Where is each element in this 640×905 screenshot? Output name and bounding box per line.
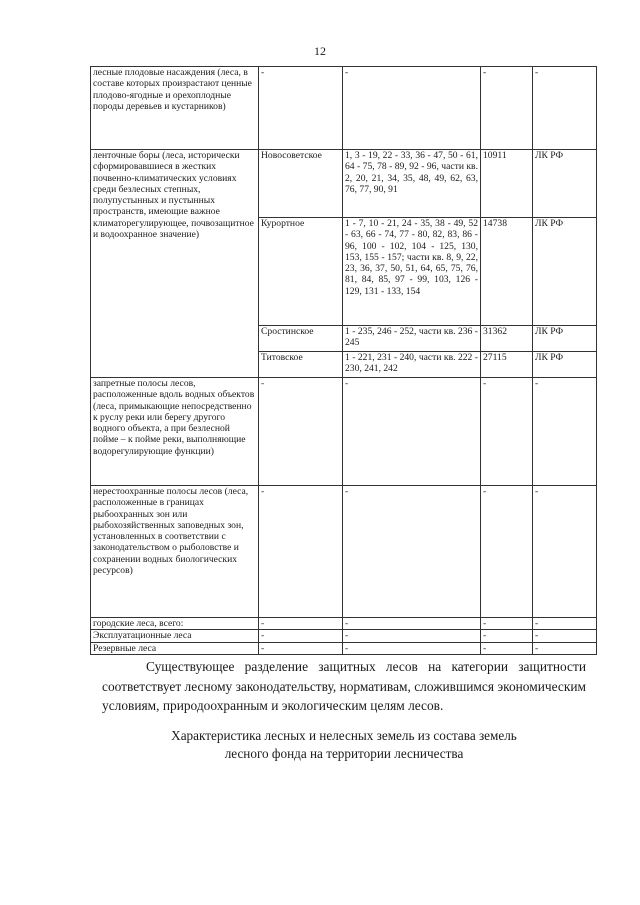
basis-cell: - [533,67,597,150]
category-cell: нерестоохранные полосы лесов (леса, расположенные в границах рыбоохранных зон или рыбохозяйственных заповедных зон, установленных в соответствии с законодательством о рыболовстве и сохранении водных биологических ресурсов) [91,486,259,618]
basis-cell: ЛК РФ [533,150,597,218]
basis-cell: ЛК РФ [533,352,597,378]
forestry-cell: Сростинское [259,326,343,352]
category-cell: ленточные боры (леса, исторически сформировавшиеся в жестких почвенно-климатических условиях среди безлесных степных, полупустынных и пустынных пространств, имеющие важное климаторегулирующее, почвозащитное и водоохранное значение) [91,150,259,378]
category-cell: лесные плодовые насаждения (леса, в составе которых произрастают ценные плодово-ягодные и орехоплодные породы деревьев и кустарников) [91,67,259,150]
basis-cell: - [533,378,597,486]
forestry-cell: - [259,67,343,150]
summary-text: Существующее разделение защитных лесов на категории защитности соответствует лесному законодательству, нормативам, сложившимся экономическим условиям, природоохранным и экологическим целям лесов. [102,659,586,713]
forestry-cell: Курортное [259,218,343,326]
area-cell: 27115 [481,352,533,378]
protective-forests-table [90,66,597,655]
area-cell: - [481,630,533,642]
forestry-cell: - [259,642,343,654]
quarters-cell: 1 - 7, 10 - 21, 24 - 35, 38 - 49, 52 - 63, 66 - 74, 77 - 80, 82, 83, 86 - 96, 100 - 102, 104 - 125, 130, 153, 155 - 157; части кв. 8, 9, 22, 23, 36, 37, 50, 51, 64, 65, 75, 76, 81, 84, 85, 97 - 99, 103, 126 - 129, 131 - 133, 154 [343,218,481,326]
basis-cell: - [533,642,597,654]
category-cell: Резервные леса [91,642,259,654]
quarters-cell: - [343,378,481,486]
area-cell: - [481,642,533,654]
quarters-cell: - [343,67,481,150]
section-heading [102,727,586,763]
forestry-cell: - [259,486,343,618]
table-row [91,486,597,618]
basis-cell: - [533,630,597,642]
category-cell: Эксплуатационные леса [91,630,259,642]
table-row [91,618,597,630]
heading-line-1: Характеристика лесных и нелесных земель из состава земель [171,728,517,743]
basis-cell: - [533,618,597,630]
area-cell: - [481,67,533,150]
page-number: 12 [314,44,326,58]
quarters-cell: - [343,642,481,654]
area-cell: - [481,486,533,618]
basis-cell: ЛК РФ [533,326,597,352]
category-cell: запретные полосы лесов, расположенные вдоль водных объектов (леса, примыкающие непосредственно к руслу реки или берегу другого водного объекта, а при безлесной пойме – к пойме реки, выполняющие водорегулирующие функции) [91,378,259,486]
forestry-cell: Титовское [259,352,343,378]
quarters-cell: - [343,630,481,642]
forestry-cell: Новосоветское [259,150,343,218]
table-row [91,150,597,218]
area-cell: 31362 [481,326,533,352]
table-row [91,630,597,642]
quarters-cell: 1 - 221, 231 - 240, части кв. 222 - 230, 241, 242 [343,352,481,378]
heading-line-2: лесного фонда на территории лесничества [224,746,464,761]
forestry-cell: - [259,630,343,642]
area-cell: 10911 [481,150,533,218]
table-row [91,378,597,486]
table-row [91,642,597,654]
quarters-cell: 1 - 235, 246 - 252, части кв. 236 - 245 [343,326,481,352]
forestry-cell: - [259,618,343,630]
area-cell: 14738 [481,218,533,326]
summary-paragraph [102,657,586,716]
forestry-cell: - [259,378,343,486]
quarters-cell: - [343,618,481,630]
area-cell: - [481,378,533,486]
basis-cell: ЛК РФ [533,218,597,326]
basis-cell: - [533,486,597,618]
quarters-cell: 1, 3 - 19, 22 - 33, 36 - 47, 50 - 61, 64 - 75, 78 - 89, 92 - 96, части кв. 2, 20, 21, 34, 35, 48, 49, 62, 63, 76, 77, 90, 91 [343,150,481,218]
table-row [91,67,597,150]
area-cell: - [481,618,533,630]
category-cell: городские леса, всего: [91,618,259,630]
quarters-cell: - [343,486,481,618]
